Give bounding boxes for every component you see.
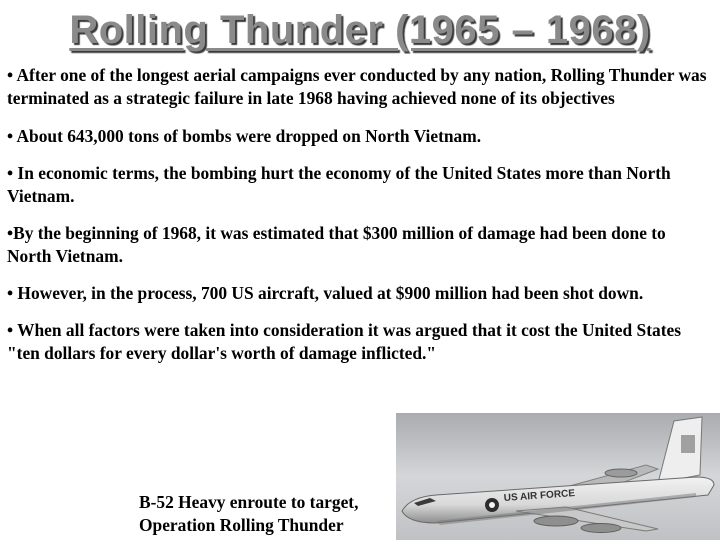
bullet-item: • When all factors were taken into consideration it was argued that it cost the United States "ten dollars for every dollar's worth of damage inflicted." xyxy=(7,320,681,363)
caption-line: Operation Rolling Thunder xyxy=(139,515,344,535)
bullet-list xyxy=(7,64,707,379)
photo-lettering: US AIR FORCE xyxy=(503,488,576,504)
slide-title: Rolling Thunder (1965 – 1968) xyxy=(69,8,651,52)
bullet-item: • After one of the longest aerial campaigns ever conducted by any nation, Rolling Thunder was terminated as a strategic failure in late 1968 having achieved none of its objectives xyxy=(7,65,707,108)
caption-line: B-52 Heavy enroute to target, xyxy=(139,492,359,512)
bullet-item: • In economic terms, the bombing hurt the economy of the United States more than North Vietnam. xyxy=(7,163,671,206)
bullet-item: • About 643,000 tons of bombs were dropped on North Vietnam. xyxy=(7,126,482,146)
b52-bomber-photo xyxy=(396,413,720,540)
bullet-item: •By the beginning of 1968, it was estimated that $300 million of damage had been done to North Vietnam. xyxy=(7,223,666,266)
photo-caption xyxy=(139,491,358,537)
bullet-item: • However, in the process, 700 US aircraft, valued at $900 million had been shot down. xyxy=(7,283,644,303)
